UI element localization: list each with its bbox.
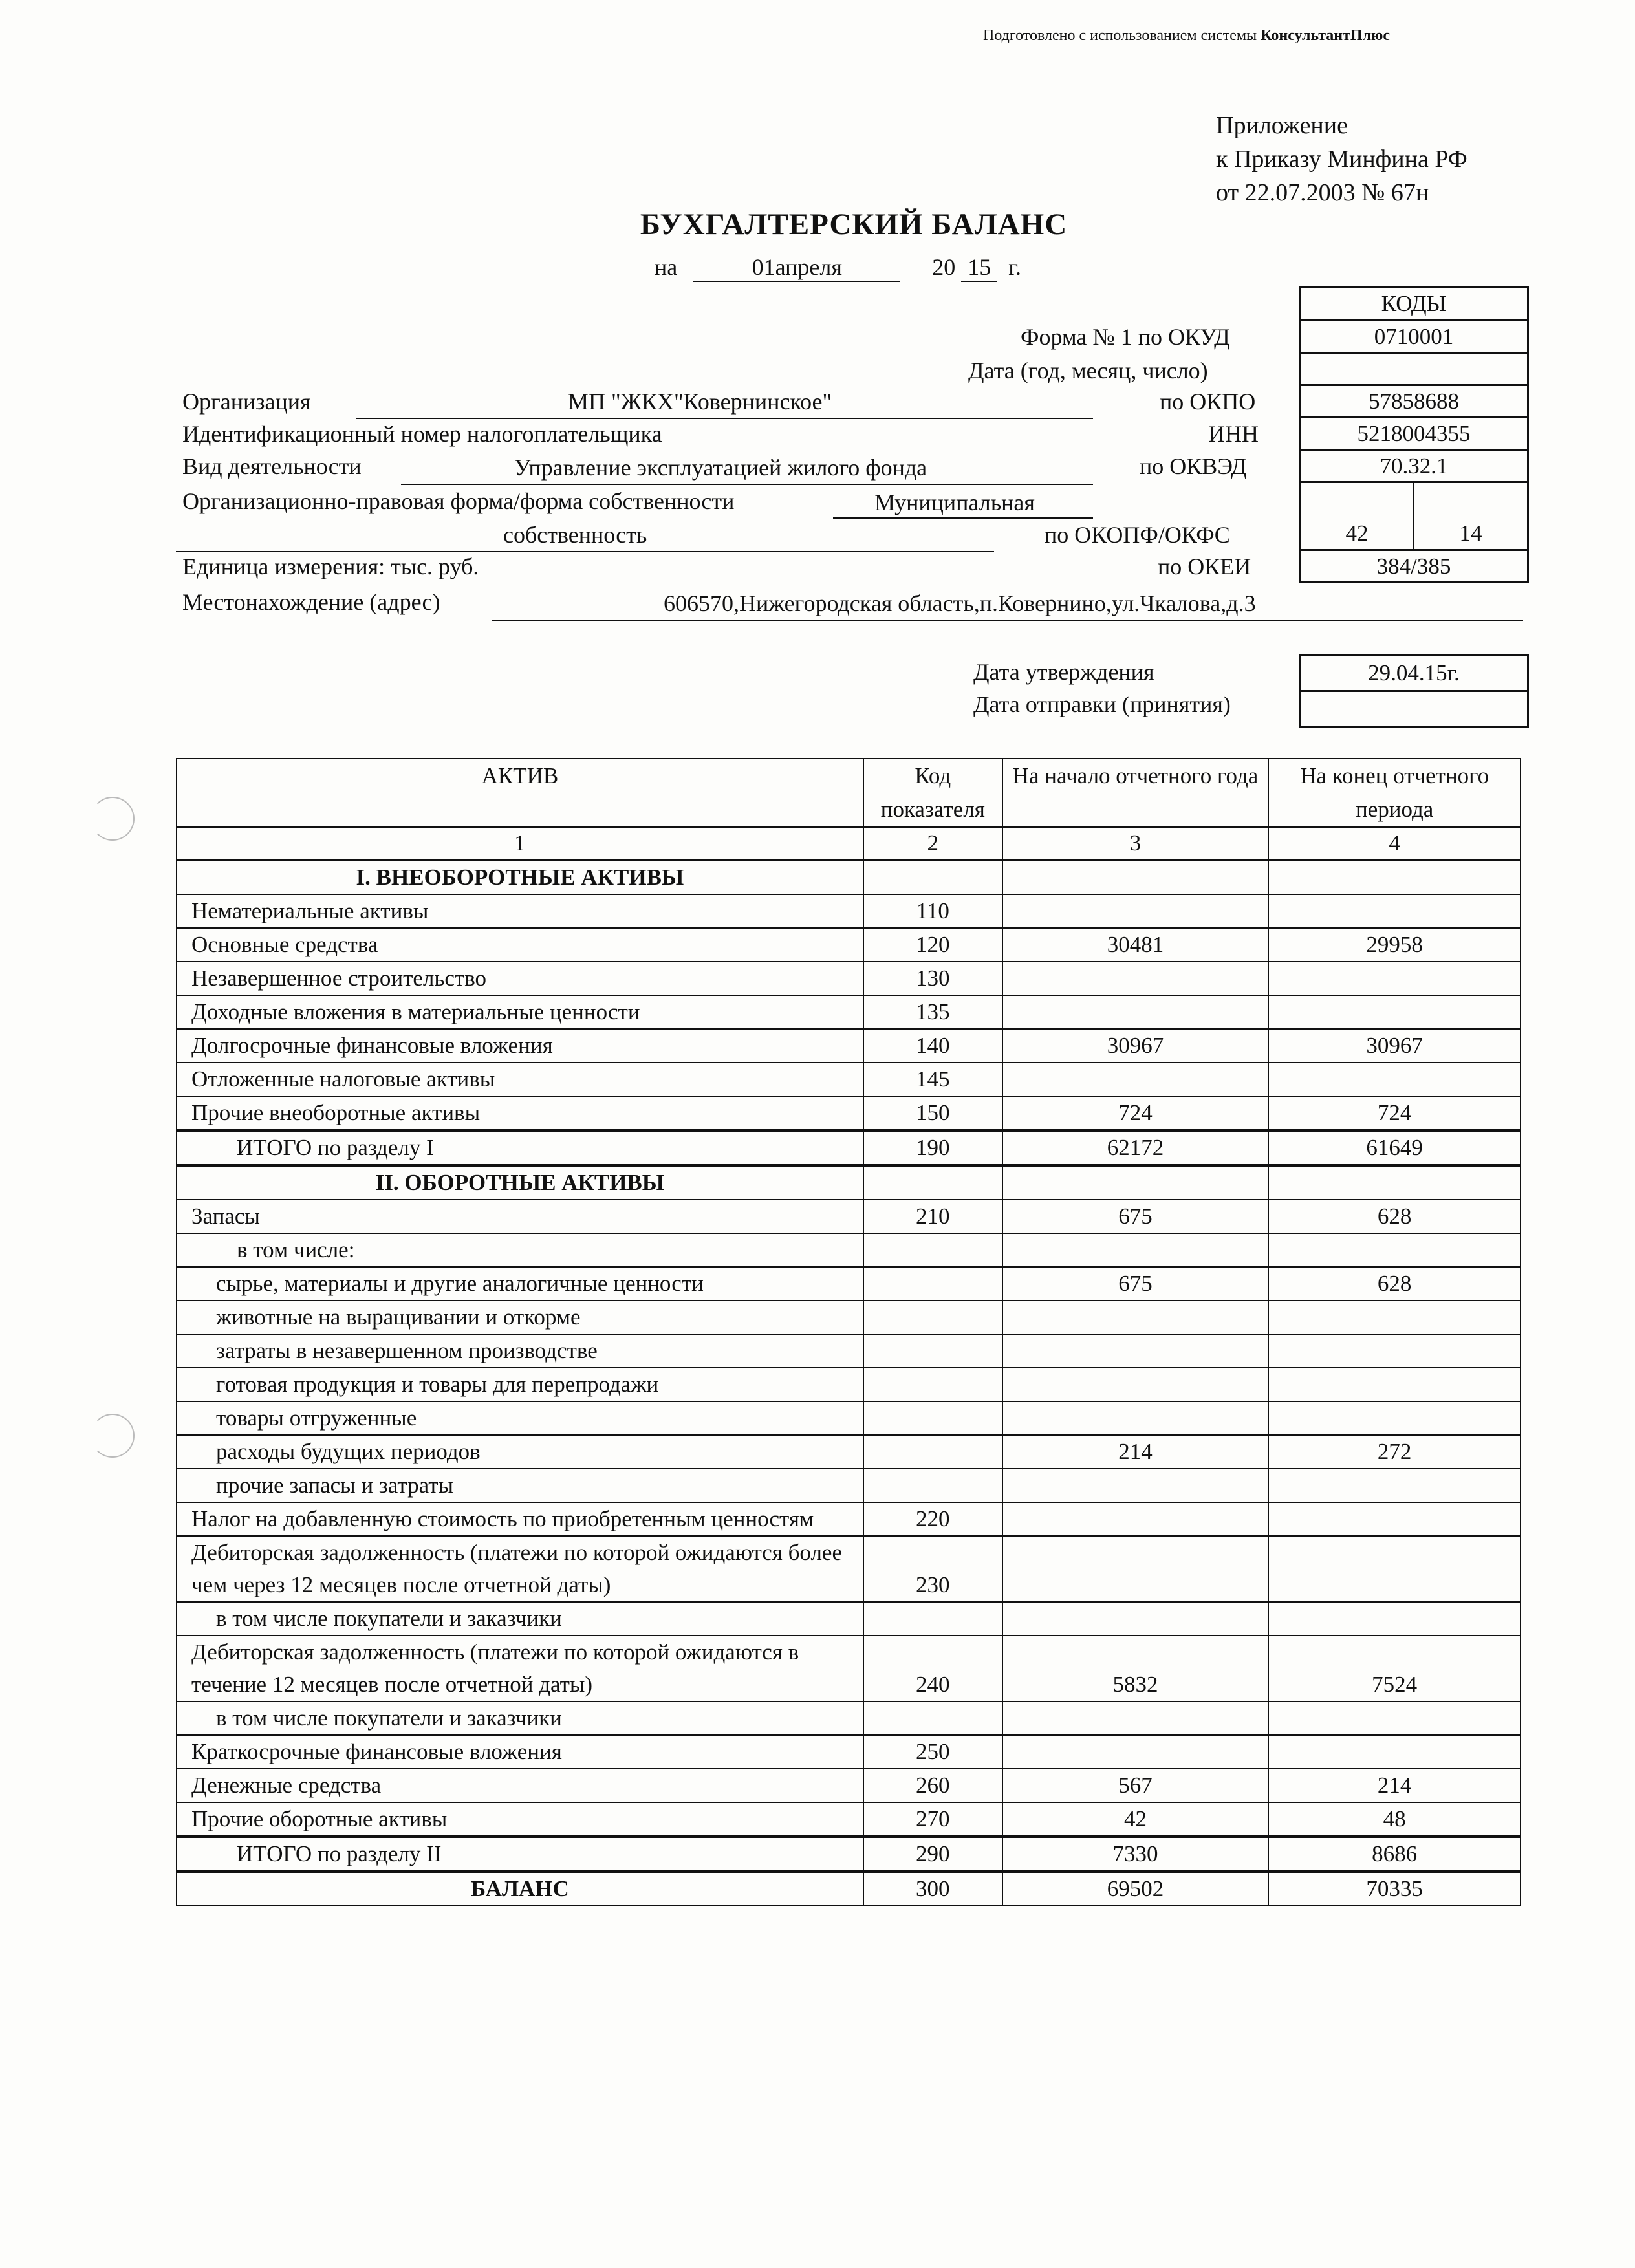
okud-label: Форма № 1 по ОКУД (1021, 324, 1230, 350)
row-name: Нематериальные активы (177, 894, 863, 928)
cell-code (863, 860, 1002, 894)
appendix-line: к Приказу Минфина РФ (1216, 146, 1467, 173)
row-code: 135 (863, 995, 1002, 1029)
section-title: II. ОБОРОТНЫЕ АКТИВЫ (177, 1165, 863, 1200)
col-number: 2 (863, 827, 1002, 860)
row-start-value: 675 (1002, 1200, 1269, 1233)
row-start-value (1002, 1735, 1269, 1769)
okopf-label: по ОКОПФ/ОКФС (1045, 522, 1230, 548)
col-header-code: Код показателя (863, 759, 1002, 827)
row-code: 270 (863, 1802, 1002, 1837)
row-start-value (1002, 962, 1269, 995)
appendix-line: Приложение (1216, 112, 1348, 139)
okpo-value: 57858688 (1301, 386, 1527, 418)
appendix-block (1216, 109, 1467, 210)
row-name: Отложенные налоговые активы (177, 1063, 863, 1096)
row-end-value (1268, 1401, 1521, 1435)
row-end-value (1268, 1301, 1521, 1334)
row-start-value (1002, 1536, 1269, 1602)
row-name: сырье, материалы и другие аналогичные ценности (177, 1267, 863, 1301)
address-label: Местонахождение (адрес) (182, 589, 440, 615)
row-code: 250 (863, 1735, 1002, 1769)
row-name: в том числе покупатели и заказчики (177, 1701, 863, 1735)
row-code: 130 (863, 962, 1002, 995)
row-start-value: 567 (1002, 1769, 1269, 1802)
row-start-value (1002, 1602, 1269, 1636)
row-code (863, 1233, 1002, 1267)
row-start-value: 214 (1002, 1435, 1269, 1469)
row-name: Запасы (177, 1200, 863, 1233)
report-date: на 01апреля 20 15 г. (655, 254, 1021, 282)
row-code: 230 (863, 1536, 1002, 1602)
row-code (863, 1334, 1002, 1368)
col-number: 4 (1268, 827, 1521, 860)
table-row (177, 1334, 1521, 1368)
approve-value: 29.04.15г. (1301, 656, 1527, 692)
table-row (177, 1469, 1521, 1502)
row-code: 120 (863, 928, 1002, 962)
report-year: 15 (961, 254, 997, 282)
cell-start (1002, 1165, 1269, 1200)
row-start-value: 69502 (1002, 1872, 1269, 1906)
inn-code-label: ИНН (1208, 421, 1259, 447)
okud-value: 0710001 (1301, 321, 1527, 354)
row-code (863, 1469, 1002, 1502)
row-end-value (1268, 1502, 1521, 1536)
row-code: 240 (863, 1636, 1002, 1701)
row-end-value (1268, 962, 1521, 995)
row-start-value: 5832 (1002, 1636, 1269, 1701)
org-label: Организация (182, 389, 311, 415)
inn-value: 5218004355 (1301, 418, 1527, 451)
activity-underline (401, 484, 1093, 485)
row-start-value: 675 (1002, 1267, 1269, 1301)
form-underline-2 (176, 551, 994, 552)
punch-hole (91, 1414, 135, 1458)
row-code: 190 (863, 1130, 1002, 1165)
section-title: I. ВНЕОБОРОТНЫЕ АКТИВЫ (177, 860, 863, 894)
row-name: расходы будущих периодов (177, 1435, 863, 1469)
row-end-value (1268, 995, 1521, 1029)
table-row (177, 1536, 1521, 1602)
section-row (177, 1165, 1521, 1200)
form-label: Организационно-правовая форма/форма собственности (182, 488, 735, 514)
table-row (177, 1602, 1521, 1636)
section-row (177, 860, 1521, 894)
row-code (863, 1368, 1002, 1401)
row-name: в том числе: (177, 1233, 863, 1267)
okopf-okfs-cells (1301, 483, 1527, 551)
okei-value: 384/385 (1301, 551, 1527, 583)
row-end-value: 628 (1268, 1267, 1521, 1301)
row-end-value: 8686 (1268, 1837, 1521, 1872)
org-value: МП "ЖКХ"Ковернинское" (568, 389, 832, 415)
row-start-value (1002, 1502, 1269, 1536)
row-start-value (1002, 1368, 1269, 1401)
row-end-value (1268, 1334, 1521, 1368)
row-name: БАЛАНС (177, 1872, 863, 1906)
col-header-start: На начало отчетного года (1002, 759, 1269, 827)
col-header-asset: АКТИВ (177, 759, 863, 827)
table-row (177, 1401, 1521, 1435)
cell-end (1268, 860, 1521, 894)
approve-label: Дата утверждения (973, 659, 1154, 685)
row-code: 110 (863, 894, 1002, 928)
row-code: 210 (863, 1200, 1002, 1233)
row-code: 300 (863, 1872, 1002, 1906)
table-row (177, 1301, 1521, 1334)
form-underline-1 (833, 517, 1093, 519)
row-code (863, 1435, 1002, 1469)
row-code (863, 1602, 1002, 1636)
row-name: готовая продукция и товары для перепродажи (177, 1368, 863, 1401)
approval-box (1299, 654, 1529, 728)
okopf-value: 42 (1301, 481, 1414, 549)
form-value-2: собственность (503, 522, 647, 548)
row-end-value (1268, 1233, 1521, 1267)
row-name: Основные средства (177, 928, 863, 962)
table-row (177, 1029, 1521, 1063)
row-start-value: 30967 (1002, 1029, 1269, 1063)
okved-label: по ОКВЭД (1140, 453, 1247, 479)
row-name: прочие запасы и затраты (177, 1469, 863, 1502)
row-name: Налог на добавленную стоимость по приобретенным ценностям (177, 1502, 863, 1536)
table-row (177, 1063, 1521, 1096)
okei-label: по ОКЕИ (1158, 554, 1251, 579)
row-code (863, 1701, 1002, 1735)
row-end-value: 214 (1268, 1769, 1521, 1802)
total-row (177, 1837, 1521, 1872)
row-start-value (1002, 894, 1269, 928)
unit-label: Единица измерения: тыс. руб. (182, 554, 479, 579)
table-row (177, 1233, 1521, 1267)
address-value: 606570,Нижегородская область,п.Ковернино,ул.Чкалова,д.3 (664, 590, 1256, 616)
table-row (177, 894, 1521, 928)
table-row (177, 1368, 1521, 1401)
okfs-value: 14 (1459, 521, 1482, 546)
consultant-note: Подготовлено с использованием системы КонсультантПлюс (983, 27, 1391, 44)
row-name: ИТОГО по разделу II (177, 1837, 863, 1872)
table-header-row (177, 759, 1521, 827)
row-end-value (1268, 1469, 1521, 1502)
appendix-line: от 22.07.2003 № 67н (1216, 179, 1429, 206)
row-name: Краткосрочные финансовые вложения (177, 1735, 863, 1769)
balance-row (177, 1872, 1521, 1906)
row-start-value (1002, 995, 1269, 1029)
report-day-month: 01апреля (693, 254, 900, 282)
row-name: Прочие оборотные активы (177, 1802, 863, 1837)
col-number: 1 (177, 827, 863, 860)
row-name: животные на выращивании и откорме (177, 1301, 863, 1334)
send-label: Дата отправки (принятия) (973, 691, 1231, 717)
row-end-value: 724 (1268, 1096, 1521, 1130)
row-start-value: 42 (1002, 1802, 1269, 1837)
row-end-value: 70335 (1268, 1872, 1521, 1906)
table-row (177, 1701, 1521, 1735)
row-start-value: 62172 (1002, 1130, 1269, 1165)
table-row (177, 1636, 1521, 1701)
row-end-value (1268, 1368, 1521, 1401)
codes-box (1299, 286, 1529, 583)
row-name: Дебиторская задолженность (платежи по которой ожидаются более чем через 12 месяцев после отчетной даты) (177, 1536, 863, 1602)
row-name: Денежные средства (177, 1769, 863, 1802)
inn-label: Идентификационный номер налогоплательщика (182, 421, 662, 447)
row-end-value (1268, 1735, 1521, 1769)
row-name: товары отгруженные (177, 1401, 863, 1435)
date-code-label: Дата (год, месяц, число) (968, 358, 1208, 383)
row-name: затраты в незавершенном производстве (177, 1334, 863, 1368)
row-code (863, 1301, 1002, 1334)
row-start-value (1002, 1334, 1269, 1368)
table-colnum-row (177, 827, 1521, 860)
row-start-value: 30481 (1002, 928, 1269, 962)
row-end-value (1268, 1063, 1521, 1096)
row-end-value: 48 (1268, 1802, 1521, 1837)
row-start-value: 7330 (1002, 1837, 1269, 1872)
row-code: 145 (863, 1063, 1002, 1096)
codes-header: КОДЫ (1301, 288, 1527, 321)
document-title: БУХГАЛТЕРСКИЙ БАЛАНС (640, 208, 1068, 241)
row-code: 140 (863, 1029, 1002, 1063)
table-row (177, 1502, 1521, 1536)
row-name: Прочие внеоборотные активы (177, 1096, 863, 1130)
row-name: Доходные вложения в материальные ценности (177, 995, 863, 1029)
table-row (177, 995, 1521, 1029)
activity-label: Вид деятельности (182, 453, 362, 479)
row-code: 220 (863, 1502, 1002, 1536)
row-start-value (1002, 1469, 1269, 1502)
row-name: Долгосрочные финансовые вложения (177, 1029, 863, 1063)
row-name: в том числе покупатели и заказчики (177, 1602, 863, 1636)
row-start-value (1002, 1401, 1269, 1435)
table-row (177, 1200, 1521, 1233)
table-row (177, 1769, 1521, 1802)
row-end-value: 30967 (1268, 1029, 1521, 1063)
row-code (863, 1267, 1002, 1301)
row-code: 290 (863, 1837, 1002, 1872)
row-end-value: 628 (1268, 1200, 1521, 1233)
activity-value: Управление эксплуатацией жилого фонда (514, 455, 927, 481)
table-row (177, 1802, 1521, 1837)
balance-table (176, 758, 1521, 1906)
row-code (863, 1401, 1002, 1435)
row-start-value (1002, 1301, 1269, 1334)
row-code: 260 (863, 1769, 1002, 1802)
punch-hole (91, 797, 135, 841)
okved-value: 70.32.1 (1301, 451, 1527, 483)
row-end-value (1268, 894, 1521, 928)
table-row (177, 1435, 1521, 1469)
okpo-label: по ОКПО (1160, 389, 1256, 415)
table-row (177, 962, 1521, 995)
col-number: 3 (1002, 827, 1269, 860)
table-row (177, 928, 1521, 962)
cell-end (1268, 1165, 1521, 1200)
row-end-value: 272 (1268, 1435, 1521, 1469)
row-start-value (1002, 1701, 1269, 1735)
table-row (177, 1735, 1521, 1769)
date-code-cells (1301, 354, 1527, 386)
table-row (177, 1096, 1521, 1130)
row-end-value (1268, 1602, 1521, 1636)
org-underline (356, 418, 1093, 419)
table-row (177, 1267, 1521, 1301)
total-row (177, 1130, 1521, 1165)
row-name: Дебиторская задолженность (платежи по которой ожидаются в течение 12 месяцев после отчетной даты) (177, 1636, 863, 1701)
cell-code (863, 1165, 1002, 1200)
row-start-value (1002, 1063, 1269, 1096)
row-start-value: 724 (1002, 1096, 1269, 1130)
row-end-value: 7524 (1268, 1636, 1521, 1701)
row-code: 150 (863, 1096, 1002, 1130)
col-header-end: На конец отчетного периода (1268, 759, 1521, 827)
row-name: ИТОГО по разделу I (177, 1130, 863, 1165)
row-end-value: 61649 (1268, 1130, 1521, 1165)
address-underline (492, 620, 1523, 621)
row-end-value: 29958 (1268, 928, 1521, 962)
row-start-value (1002, 1233, 1269, 1267)
form-value-1: Муниципальная (874, 490, 1035, 515)
row-name: Незавершенное строительство (177, 962, 863, 995)
send-value (1301, 692, 1527, 726)
row-end-value (1268, 1701, 1521, 1735)
row-end-value (1268, 1536, 1521, 1602)
cell-start (1002, 860, 1269, 894)
